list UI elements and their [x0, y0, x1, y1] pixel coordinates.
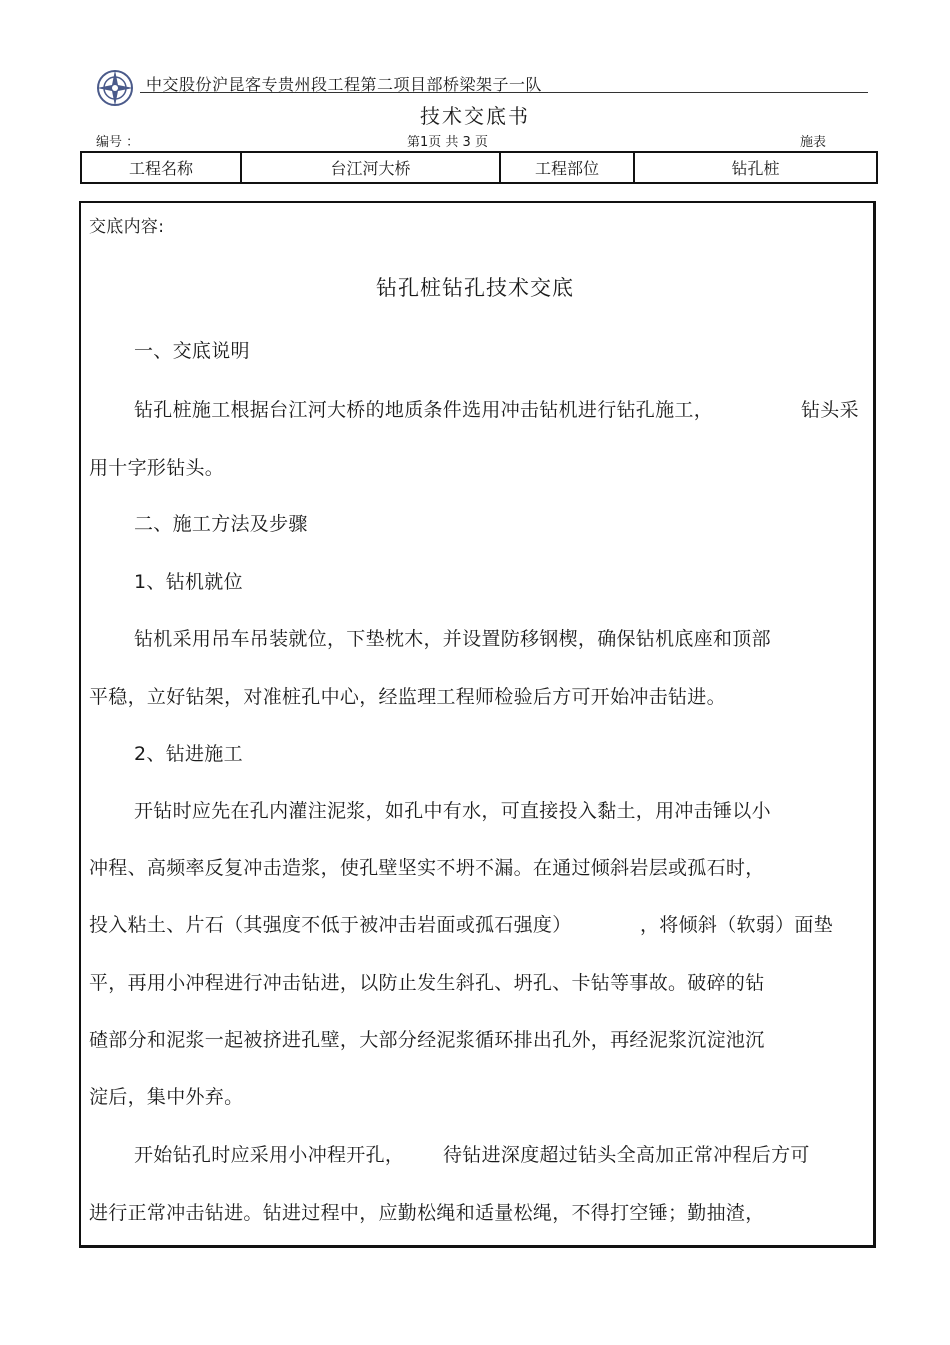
- project-info-row: [81, 152, 877, 183]
- paragraph-line: 投入粘土、片石（其强度不低于被冲击岩面或孤石强度）: [89, 914, 572, 936]
- paragraph-line: 开始钻孔时应采用小冲程开孔，: [134, 1144, 405, 1166]
- section-heading: 二、施工方法及步骤: [134, 513, 308, 535]
- project-part-label: 工程部位: [500, 152, 634, 183]
- header-rule: [140, 92, 868, 93]
- project-part-value: 钻孔桩: [634, 152, 877, 183]
- project-info-table: [80, 151, 878, 184]
- paragraph-line: 进行正常冲击钻进。钻进过程中，应勤松绳和适量松绳，不得打空锤；勤抽渣，: [89, 1202, 765, 1224]
- subsection-heading: 1、钻机就位: [134, 571, 243, 593]
- paragraph-line: 待钻进深度超过钻头全高加正常冲程后方可: [443, 1144, 810, 1166]
- paragraph-line: 平，再用小冲程进行冲击钻进，以防止发生斜孔、坍孔、卡钻等事故。破碎的钻: [89, 972, 765, 994]
- paragraph-line: 平稳，立好钻架，对准桩孔中心，经监理工程师检验后方可开始冲击钻进。: [89, 686, 726, 708]
- page-indicator: 第1页 共 3 页: [407, 135, 488, 150]
- project-name-value: 台江河大桥: [241, 152, 500, 183]
- section-heading: 一、交底说明: [134, 340, 250, 362]
- form-label: 施表: [800, 135, 827, 150]
- paragraph-line: 开钻时应先在孔内灌注泥浆，如孔中有水，可直接投入黏土，用冲击锤以小: [134, 800, 771, 822]
- organization-name: 中交股份沪昆客专贵州段工程第二项目部桥梁架子一队: [146, 75, 543, 94]
- paragraph-line: ，将倾斜（软弱）面垫: [640, 914, 834, 936]
- paragraph-line: 钻孔桩施工根据台江河大桥的地质条件选用冲击钻机进行钻孔施工，: [134, 399, 714, 421]
- document-title: 技术交底书: [420, 104, 530, 128]
- document-number-label: 编号 ：: [96, 135, 140, 150]
- content-title: 钻孔桩钻孔技术交底: [376, 276, 574, 300]
- paragraph-line: 碴部分和泥浆一起被挤进孔壁，大部分经泥浆循环排出孔外，再经泥浆沉淀池沉: [89, 1029, 765, 1051]
- paragraph-line: 用十字形钻头。: [89, 457, 225, 479]
- paragraph-line: 冲程、高频率反复冲击造浆，使孔壁坚实不坍不漏。在通过倾斜岩层或孤石时，: [89, 857, 765, 879]
- paragraph-line: 钻机采用吊车吊装就位，下垫枕木，并设置防移钢楔，确保钻机底座和顶部: [134, 628, 771, 650]
- subsection-heading: 2、钻进施工: [134, 743, 243, 765]
- paragraph-line: 钻头采: [801, 399, 859, 421]
- paragraph-line: 淀后，集中外弃。: [89, 1086, 244, 1108]
- content-label: 交底内容:: [89, 217, 165, 237]
- project-name-label: 工程名称: [81, 152, 241, 183]
